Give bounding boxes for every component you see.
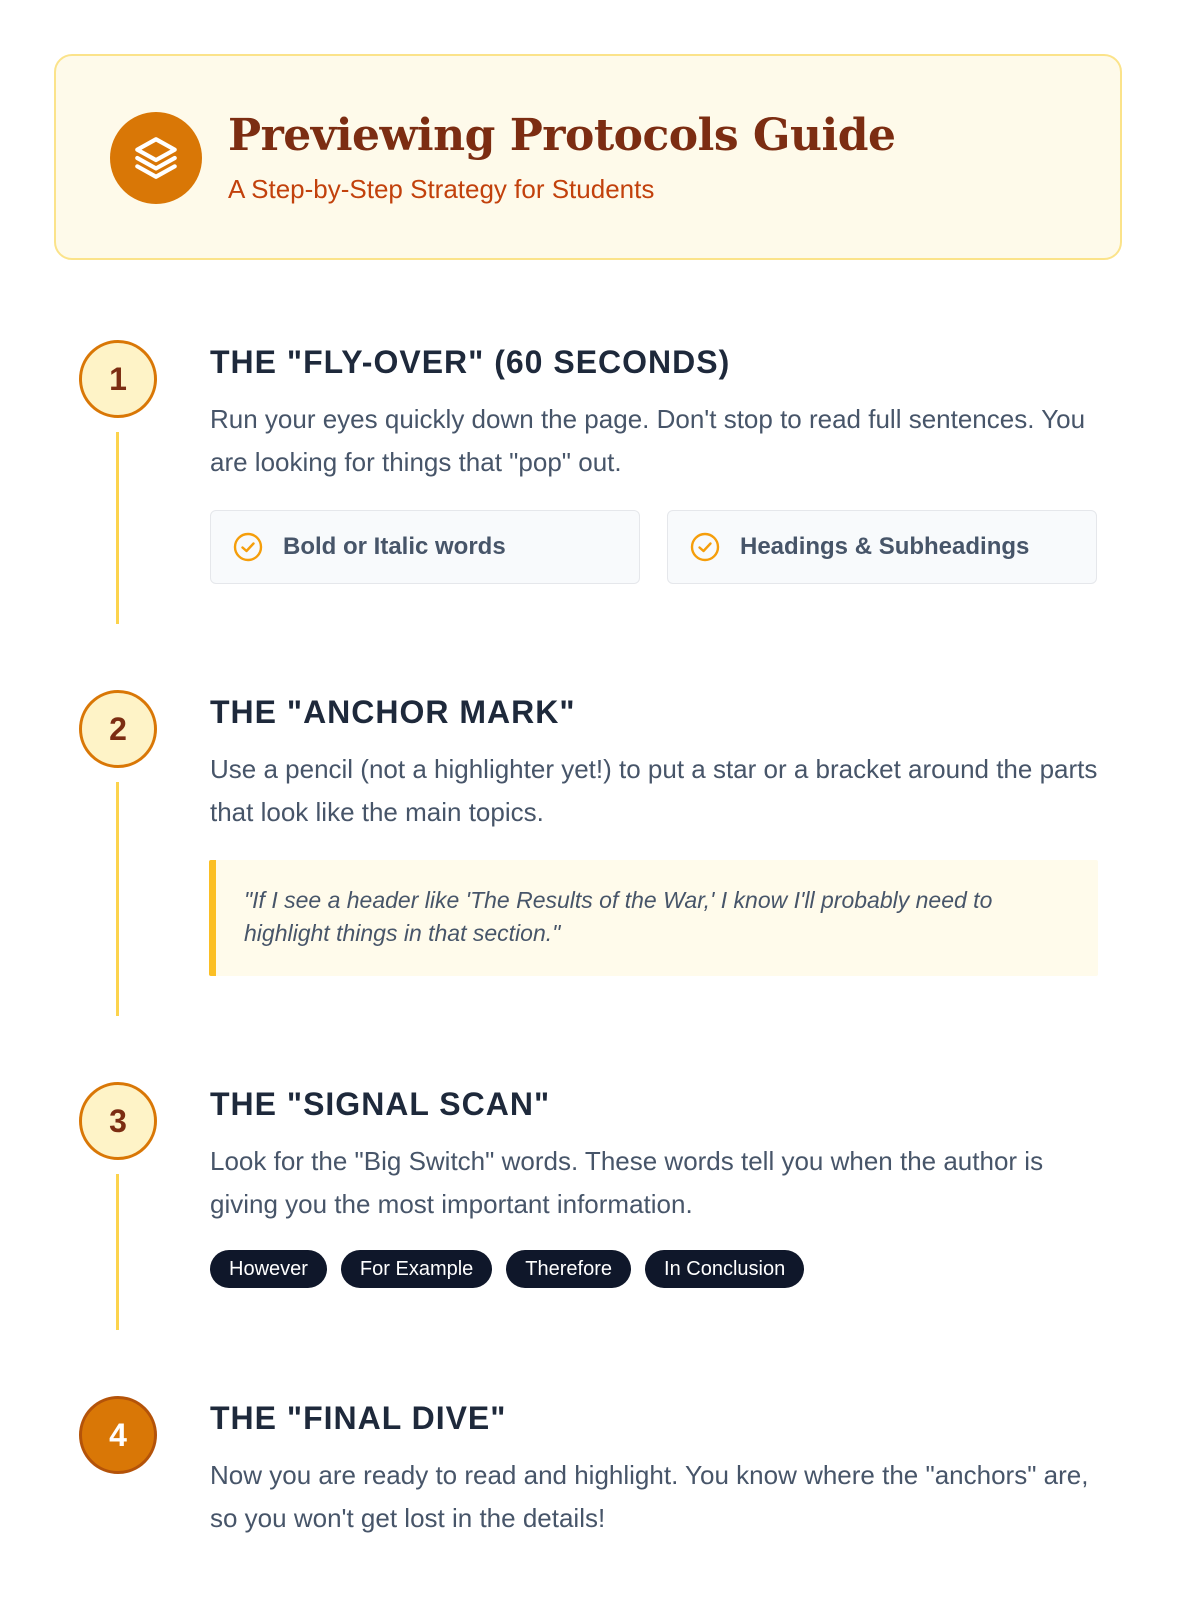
check-circle-icon	[233, 532, 263, 562]
step-title: THE "SIGNAL SCAN"	[210, 1086, 551, 1122]
signal-word-tags	[210, 1250, 804, 1288]
step-description: Look for the "Big Switch" words. These words tell you when the author is giving you the most important information.	[210, 1146, 1044, 1219]
step-number-badge: 4	[79, 1396, 157, 1474]
layers-icon	[110, 112, 202, 204]
timeline-connector	[116, 1174, 119, 1330]
page-subtitle: A Step-by-Step Strategy for Students	[228, 174, 655, 204]
signal-word-tag: Therefore	[506, 1250, 631, 1288]
step-number-badge: 1	[79, 340, 157, 418]
check-item	[210, 510, 640, 584]
check-item-label: Bold or Italic words	[283, 533, 506, 560]
header-card	[54, 54, 1122, 260]
step-description: Use a pencil (not a highlighter yet!) to put a star or a bracket around the parts that look like the main topics.	[210, 754, 1098, 827]
step-title: THE "ANCHOR MARK"	[210, 694, 576, 730]
signal-word-tag: However	[210, 1250, 327, 1288]
step-title: THE "FINAL DIVE"	[210, 1400, 507, 1436]
signal-word-tag: For Example	[341, 1250, 492, 1288]
step-description: Run your eyes quickly down the page. Don't stop to read full sentences. You are looking for things that "pop" out.	[210, 404, 1086, 477]
timeline-connector	[116, 782, 119, 1016]
check-item-label: Headings & Subheadings	[740, 533, 1030, 560]
page-title: Previewing Protocols Guide	[228, 110, 896, 161]
step-title: THE "FLY-OVER" (60 SECONDS)	[210, 344, 731, 380]
signal-word-tag: In Conclusion	[645, 1250, 804, 1288]
step-description: Now you are ready to read and highlight. You know where the "anchors" are, so you won't get lost in the details!	[210, 1460, 1089, 1533]
step-number-badge: 3	[79, 1082, 157, 1160]
step-number-badge: 2	[79, 690, 157, 768]
check-circle-icon	[690, 532, 720, 562]
example-quote: "If I see a header like 'The Results of the War,' I know I'll probably need to highlight things in that section."	[209, 860, 1098, 976]
timeline-connector	[116, 432, 119, 624]
check-item	[667, 510, 1097, 584]
